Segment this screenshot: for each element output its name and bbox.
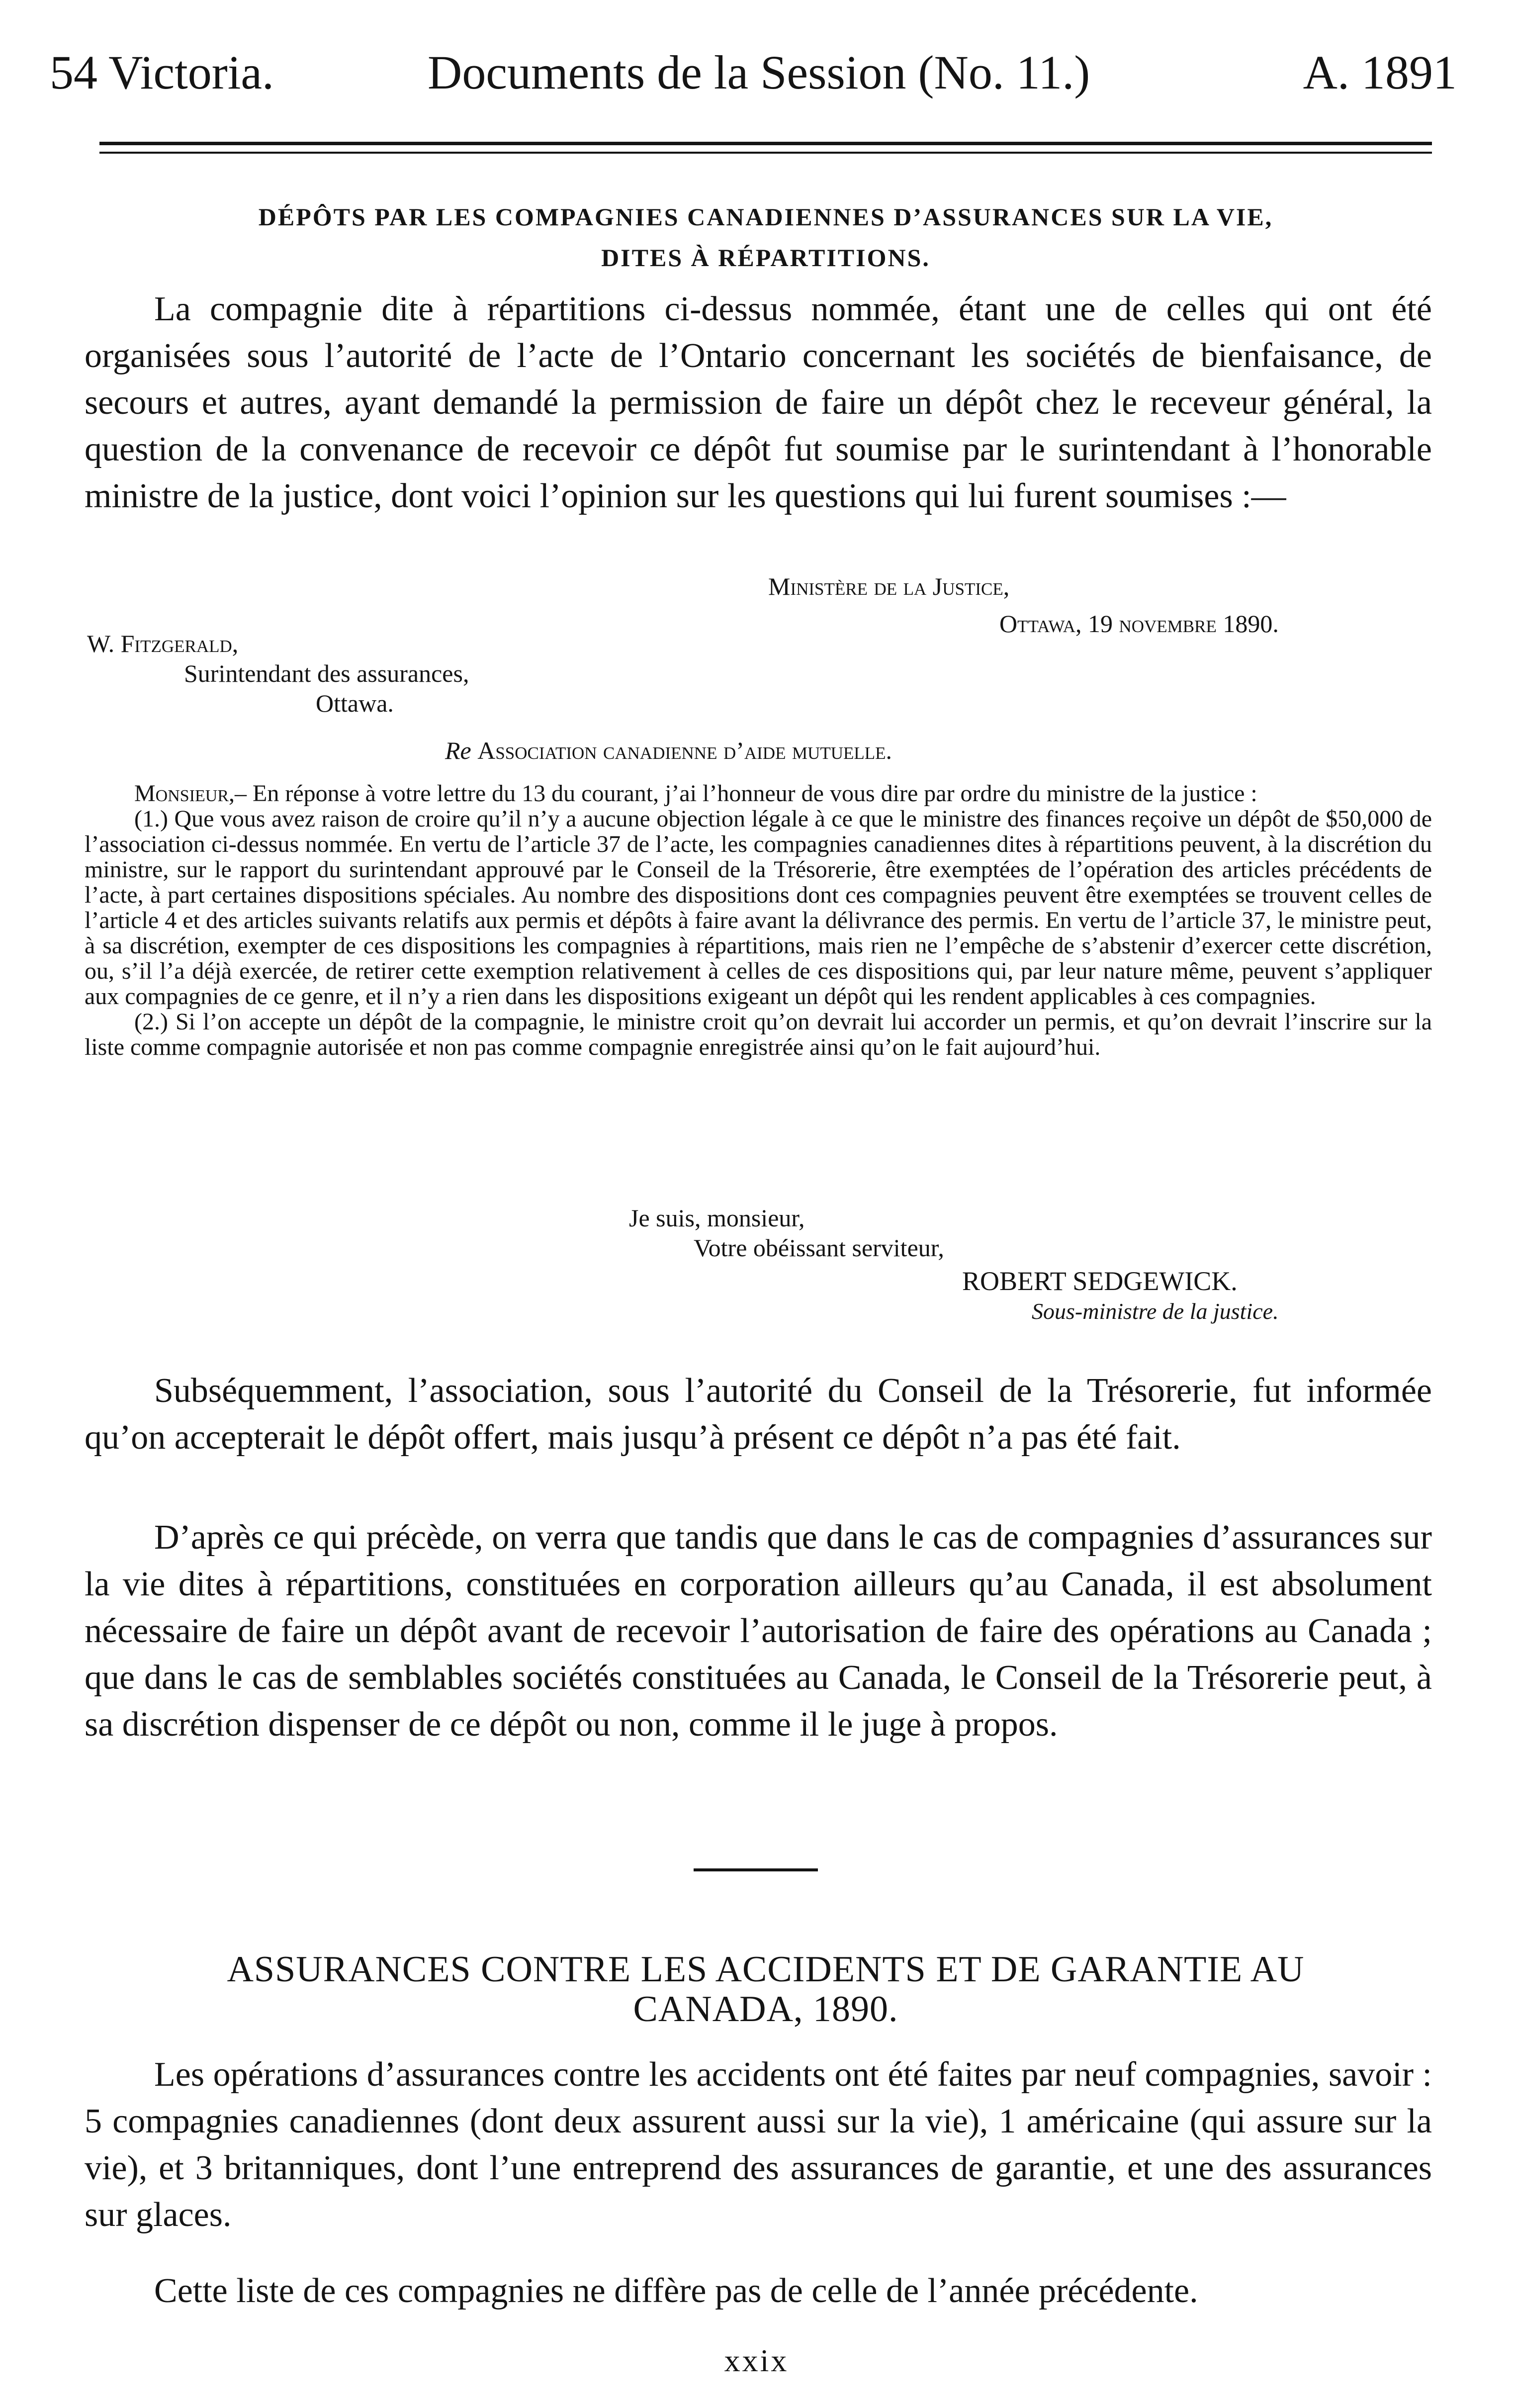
letter-opening-paragraph: Monsieur,– En réponse à votre lettre du 13 du courant, j’ai l’honneur de vous dire par ordre du ministre de la justice : — [134, 780, 1257, 807]
letter-re-subject: Association canadienne d’aide mutuelle. — [477, 737, 892, 764]
letter-signature: ROBERT SEDGEWICK. — [962, 1266, 1238, 1296]
running-header — [50, 45, 1457, 119]
header-rule-thin — [99, 152, 1432, 154]
letter-subject — [445, 736, 892, 765]
accidents-paragraph-2: Cette liste de ces compagnies ne diffère pas de celle de l’année précédente. — [154, 2272, 1198, 2310]
letter-point-2: (2.) Si l’on accepte un dépôt de la compagnie, le ministre croit qu’on devrait lui accorder un permis, et qu’on devrait l’inscrire sur la liste comme compagnie autorisée et non pas comme compagnie enregistrée ainsi qu’on le fait aujourd’hui. — [85, 1009, 1432, 1060]
letter-closing-1: Je suis, monsieur, — [629, 1204, 805, 1232]
letter-recipient-name: W. Fitzgerald, — [87, 630, 239, 657]
letter-recipient-title: Surintendant des assurances, — [184, 659, 469, 687]
accidents-title-line1: ASSURANCES CONTRE LES ACCIDENTS ET DE GARANTIE AU — [227, 1949, 1305, 1990]
deposits-title-line2: DITES À RÉPARTITIONS. — [601, 244, 930, 272]
letter-place-date: Ottawa, 19 novembre 1890. — [999, 610, 1279, 638]
accidents-paragraph-1: Les opérations d’assurances contre les accidents ont été faites par neuf compagnies, savoir : 5 compagnies canadiennes (dont deux assurent aussi sur la vie), 1 américaine (qui assure sur la vie), et 3 britanniques, dont l’une entreprend des assurances de garantie, et une des assurances sur glaces. — [85, 2055, 1432, 2234]
letter-signature-title: Sous-ministre de la justice. — [1032, 1298, 1279, 1324]
letter-recipient-city: Ottawa. — [316, 689, 394, 717]
page-number: xxix — [724, 2343, 789, 2378]
letter-salutation: Monsieur, — [134, 780, 235, 807]
letter-re-prefix: Re — [445, 737, 471, 764]
accidents-section-title — [99, 1949, 1432, 2029]
letter-body — [85, 781, 1432, 1060]
accidents-title-line2: CANADA, 1890. — [633, 1989, 898, 2030]
deposits-intro-paragraph: La compagnie dite à répartitions ci-dessus nommée, étant une de celles qui ont été organisées sous l’autorité de l’acte de l’Ontario concernant les sociétés de bienfaisance, de secours et autres, ayant demandé la permission de faire un dépôt chez le receveur général, la question de la convenance de recevoir ce dépôt fut soumise par le surintendant à l’honorable ministre de la justice, dont voici l’opinion sur les questions qui lui furent soumises :— — [85, 290, 1432, 515]
header-session-year: 54 Victoria. — [50, 46, 274, 99]
header-rule-thick — [99, 142, 1432, 145]
deposits-section-title — [99, 196, 1432, 278]
letter-point-1: (1.) Que vous avez raison de croire qu’il n’y a aucune objection légale à ce que le ministre des finances reçoive un dépôt de $50,000 de l’association ci-dessus nommée. En vertu de l’article 37 de l’acte, les compagnies canadiennes dites à répartitions peuvent, à la discrétion du ministre, sur le rapport du surintendant approuvé par le Conseil de la Trésorerie, être exemptées de l’opération des articles précédents de l’acte, à part certaines dispositions spéciales. Au nombre des dispositions dont ces compagnies peuvent être exemptées se trouvent celles de l’article 4 et des articles suivants relatifs aux permis et dépôts à faire avant la délivrance des permis. En vertu de l’article 37, le ministre peut, à sa discrétion, exempter de ces dispositions les compagnies à répartitions, mais rien ne l’empêche de s’abstenir d’exercer cette discrétion, ou, s’il l’a déjà exercée, de retirer cette exemption relativement à celles de ces dispositions qui, par leur nature même, peuvent s’appliquer aux compagnies de ce genre, et il n’y a rien dans les dispositions exigeant un dépôt qui les rendent applicables à ces compagnies. — [85, 806, 1432, 1010]
after-paragraph-2: D’après ce qui précède, on verra que tandis que dans le cas de compagnies d’assurances sur la vie dites à répartitions, constituées en corporation ailleurs qu’au Canada, il est absolument nécessaire de faire un dépôt avant de recevoir l’autorisation de faire des opérations au Canada ; que dans le cas de semblables sociétés constituées au Canada, le Conseil de la Trésorerie peut, à sa discrétion dispenser de ce dépôt ou non, comme il le juge à propos. — [85, 1518, 1432, 1744]
header-document-title: Documents de la Session (No. 11.) — [428, 46, 1090, 99]
header-year: A. 1891 — [1303, 46, 1457, 99]
letter-office: Ministère de la Justice, — [768, 572, 1010, 600]
deposits-title-line1: DÉPÔTS PAR LES COMPAGNIES CANADIENNES D’ASSURANCES SUR LA VIE, — [258, 203, 1273, 231]
section-separator — [694, 1868, 818, 1871]
after-paragraph-1: Subséquemment, l’association, sous l’autorité du Conseil de la Trésorerie, fut informée qu’on accepterait le dépôt offert, mais jusqu’à présent ce dépôt n’a pas été fait. — [85, 1372, 1432, 1457]
letter-closing-2: Votre obéissant serviteur, — [694, 1234, 944, 1262]
